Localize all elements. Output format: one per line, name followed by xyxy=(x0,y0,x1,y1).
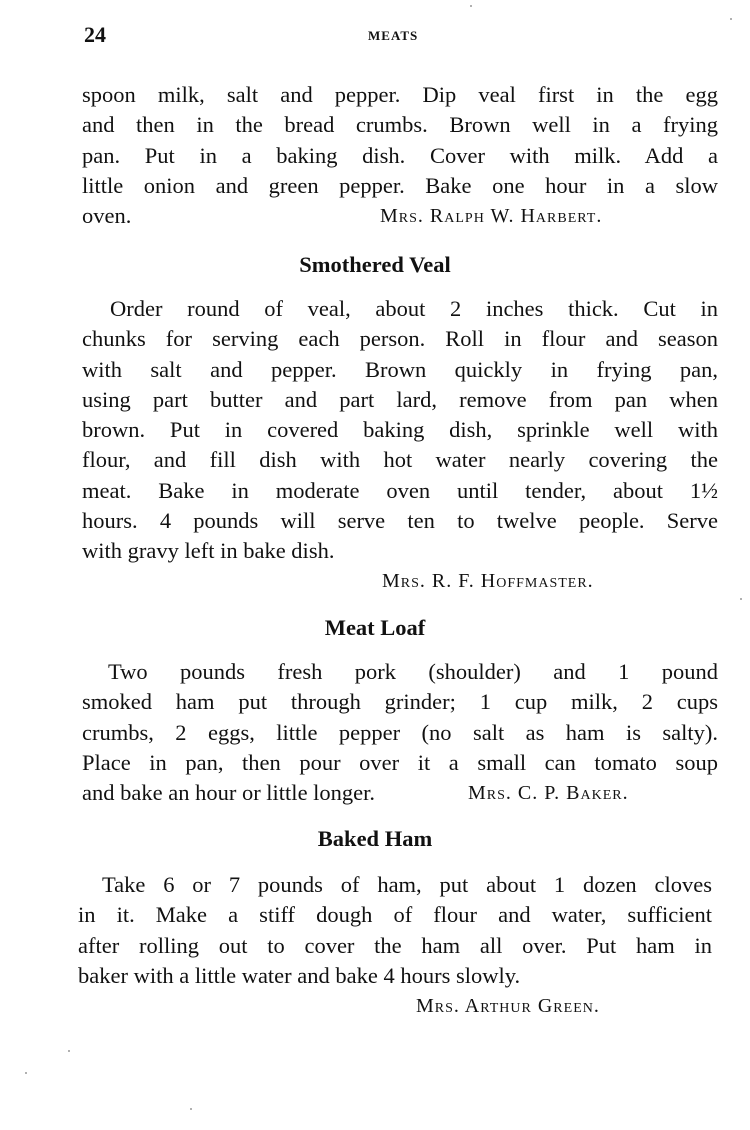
scan-speck xyxy=(740,598,742,600)
text-line: after rolling out to cover the ham all over. Put ham in xyxy=(78,932,712,958)
scan-speck xyxy=(68,1050,70,1052)
recipe-title: Meat Loaf xyxy=(324,615,426,640)
text-line: meat. Bake in moderate oven until tender, about 1½ xyxy=(82,477,718,503)
recipe-signature: Mrs. Arthur Green. xyxy=(416,995,600,1017)
text-line: spoon milk, salt and pepper. Dip veal first in the egg xyxy=(82,82,718,107)
recipe-title: Smothered Veal xyxy=(299,252,451,277)
page-number: 24 xyxy=(84,22,106,47)
text-line: with gravy left in bake dish. xyxy=(82,538,335,564)
recipe-title: Baked Ham xyxy=(317,826,433,851)
scan-speck xyxy=(190,1108,192,1110)
running-head: MEATS xyxy=(368,28,419,43)
recipe-body xyxy=(78,870,712,991)
text-line: and then in the bread crumbs. Brown well in a frying xyxy=(82,112,718,138)
text-line: with salt and pepper. Brown quickly in frying pan, xyxy=(82,356,718,382)
text-line: Order round of veal, about 2 inches thick. Cut in xyxy=(110,296,718,321)
text-line: using part butter and part lard, remove from pan when xyxy=(82,386,718,412)
scan-speck xyxy=(470,5,472,7)
text-line: in it. Make a stiff dough of flour and water, sufficient xyxy=(78,902,712,928)
text-line: pan. Put in a baking dish. Cover with milk. Add a xyxy=(82,142,718,168)
recipe-signature: Mrs. R. F. Hoffmaster. xyxy=(382,570,594,592)
text-line-fragment: and bake an hour or little longer. xyxy=(82,780,376,806)
text-line: brown. Put in covered baking dish, sprinkle well with xyxy=(82,417,718,443)
text-line: flour, and fill dish with hot water nearly covering the xyxy=(82,447,718,473)
text-line: Two pounds fresh pork (shoulder) and 1 pound xyxy=(108,659,718,684)
scan-speck xyxy=(25,1072,27,1074)
text-line-fragment: oven. xyxy=(82,203,132,229)
recipe-signature: Mrs. Ralph W. Harbert. xyxy=(380,205,603,227)
text-line: little onion and green pepper. Bake one hour in a slow xyxy=(82,172,718,198)
text-line: baker with a little water and bake 4 hours slowly. xyxy=(78,962,521,988)
recipe-signature: Mrs. C. P. Baker. xyxy=(468,782,629,804)
text-line: hours. 4 pounds will serve ten to twelve people. Serve xyxy=(82,508,718,534)
page-header xyxy=(84,22,720,52)
scan-speck xyxy=(730,18,732,20)
recipe-body xyxy=(82,294,718,567)
text-line: crumbs, 2 eggs, little pepper (no salt as ham is salty). xyxy=(82,719,718,745)
text-line: Take 6 or 7 pounds of ham, put about 1 dozen cloves xyxy=(102,872,712,897)
text-line: chunks for serving each person. Roll in flour and season xyxy=(82,326,718,352)
text-line: smoked ham put through grinder; 1 cup milk, 2 cups xyxy=(82,689,718,715)
text-line: Place in pan, then pour over it a small can tomato soup xyxy=(82,749,718,775)
